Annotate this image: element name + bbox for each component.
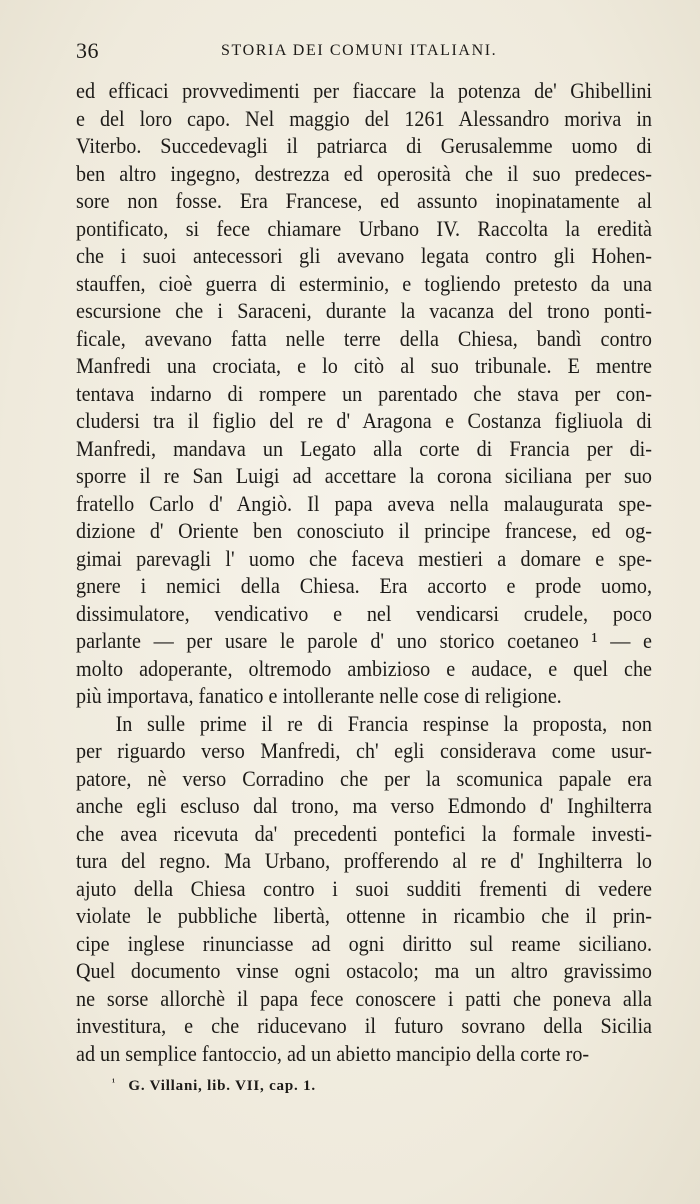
text-line: cludersi tra il figlio del re d' Aragona e Costanza figliuola di [76, 408, 652, 433]
text-line: escursione che i Saraceni, durante la vacanza del trono ponti- [76, 298, 652, 323]
text-line: pontificato, si fece chiamare Urbano IV. Raccolta la eredità [76, 215, 652, 241]
text-line: Viterbo. Succedevagli il patriarca di Gerusalemme uomo di [76, 133, 652, 158]
footnote-text: G. Villani, lib. VII, cap. 1. [128, 1078, 316, 1094]
page-number: 36 [76, 38, 99, 63]
text-line: parlante — per usare le parole d' uno storico coetaneo ¹ — e [76, 628, 652, 653]
text-line: Quel documento vinse ogni ostacolo; ma un altro gravissimo [76, 958, 652, 983]
footnote-mark: ¹ [112, 1077, 116, 1088]
text-line: Manfredi, mandava un Legato alla corte di Francia per di- [76, 435, 652, 461]
text-line: dizione d' Oriente ben conosciuto il principe francese, ed og- [76, 518, 652, 543]
text-line: patore, nè verso Corradino che per la scomunica papale era [76, 765, 652, 791]
text-line: che avea ricevuta da' precedenti pontefici la formale investi- [76, 820, 652, 846]
text-line: investitura, e che riducevano il futuro sovrano della Sicilia [76, 1013, 652, 1038]
text-line: sporre il re San Luigi ad accettare la corona siciliana per suo [76, 463, 652, 488]
text-line: ad un semplice fantoccio, ad un abietto mancipio della corte ro- [76, 1040, 590, 1066]
text-line: cipe inglese rinunciasse ad ogni diritto sul reame siciliano. [76, 930, 652, 956]
text-line: stauffen, cioè guerra di esterminio, e togliendo pretesto da una [76, 270, 652, 296]
text-line: ne sorse allorchè il papa fece conoscere i patti che poneva alla [76, 985, 652, 1011]
text-line: e del loro capo. Nel maggio del 1261 Alessandro moriva in [76, 105, 652, 131]
text-line: che i suoi antecessori gli avevano legata contro gli Hohen- [76, 243, 652, 268]
text-line: dissimulatore, vendicativo e nel vendicarsi crudele, poco [76, 600, 652, 626]
page-header [76, 38, 654, 64]
text-line: gimai parevagli l' uomo che faceva mestieri a domare e spe- [76, 545, 652, 571]
text-line: In sulle prime il re di Francia respinse la proposta, non [115, 710, 653, 736]
text-line: tentava indarno di rompere un parentado che stava per con- [76, 380, 652, 406]
footnote [112, 1077, 316, 1095]
text-line: gnere i nemici della Chiesa. Era accorto e prode uomo, [76, 573, 652, 598]
text-line: sore non fosse. Era Francese, ed assunto inopinatamente al [76, 188, 652, 213]
running-title: STORIA DEI COMUNI ITALIANI. [221, 42, 498, 59]
text-line: molto adoperante, oltremodo ambizioso e audace, e quel che [76, 655, 652, 681]
text-line: ficale, avevano fatta nelle terre della Chiesa, bandì contro [76, 325, 652, 351]
text-line: fratello Carlo d' Angiò. Il papa aveva nella malaugurata spe- [76, 490, 652, 516]
text-line: per riguardo verso Manfredi, ch' egli considerava come usur- [76, 738, 652, 763]
body-text [76, 77, 652, 1067]
text-line: Manfredi una crociata, e lo citò al suo tribunale. E mentre [76, 353, 652, 378]
text-line: anche egli escluso dal trono, ma verso Edmondo d' Inghilterra [76, 793, 652, 818]
text-line: tura del regno. Ma Urbano, profferendo al re d' Inghilterra lo [76, 848, 652, 873]
text-line: violate le pubbliche libertà, ottenne in ricambio che il prin- [76, 903, 652, 928]
text-line: ben altro ingegno, destrezza ed operosità che il suo predeces- [76, 160, 652, 186]
text-line: ed efficaci provvedimenti per fiaccare la potenza de' Ghibellini [76, 78, 652, 103]
text-line: ajuto della Chiesa contro i suoi sudditi frementi di vedere [76, 875, 652, 901]
text-line: più importava, fanatico e intollerante nelle cose di religione. [76, 683, 562, 708]
